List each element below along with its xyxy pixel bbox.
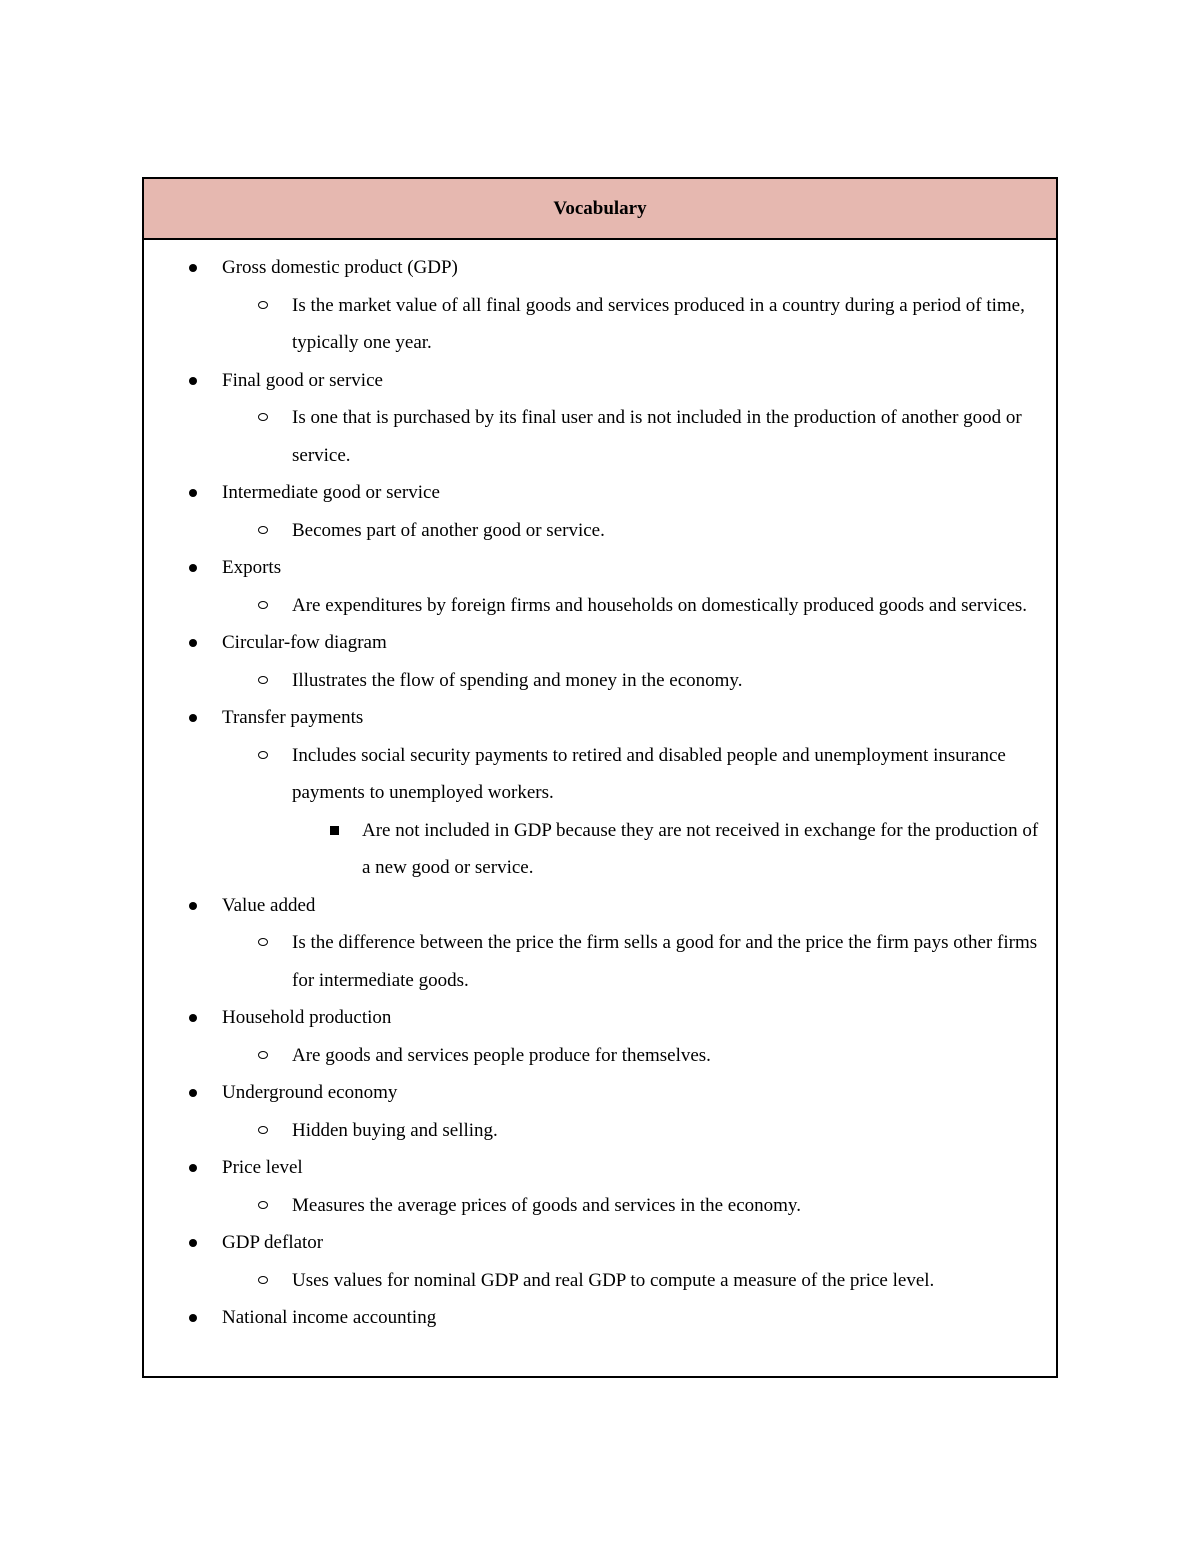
definition: Hidden buying and selling. (144, 1112, 1046, 1150)
table-body (144, 240, 1056, 1337)
definition: Is the market value of all final goods and services produced in a country during a period of time, typically one year. (144, 287, 1046, 362)
term: Final good or service (222, 369, 383, 391)
definition: Measures the average prices of goods and services in the economy. (144, 1187, 1046, 1225)
definition: Becomes part of another good or service. (144, 512, 1046, 550)
header-title: Vocabulary (553, 197, 647, 219)
list-item (144, 699, 1046, 887)
table-header (144, 179, 1056, 240)
term: Household production (222, 1007, 392, 1028)
definition: Uses values for nominal GDP and real GDP to compute a measure of the price level. (144, 1262, 1046, 1300)
definition: Are expenditures by foreign firms and households on domestically produced goods and services. (144, 587, 1046, 625)
list-item (144, 1299, 1046, 1337)
term: Circular-fow diagram (222, 632, 387, 653)
term-list (144, 249, 1046, 1337)
list-item (144, 362, 1046, 475)
list-item (144, 1074, 1046, 1149)
term: GDP deflator (222, 1232, 324, 1253)
list-item (144, 549, 1046, 624)
list-item (144, 249, 1046, 362)
definition: Is one that is purchased by its final user and is not included in the production of another good or service. (144, 399, 1046, 474)
term: Price level (222, 1157, 303, 1178)
term: Value added (222, 894, 316, 916)
note: Are not included in GDP because they are not received in exchange for the production of a new good or service. (144, 812, 1046, 887)
term: Underground economy (222, 1082, 398, 1103)
list-item (144, 624, 1046, 699)
term: Transfer payments (222, 707, 364, 728)
list-item (144, 1149, 1046, 1224)
definition-item (144, 737, 1046, 887)
definition: Illustrates the flow of spending and money in the economy. (144, 662, 1046, 700)
definition: Is the difference between the price the firm sells a good for and the price the firm pays other firms for intermediate goods. (144, 924, 1046, 999)
list-item (144, 474, 1046, 549)
term: National income accounting (222, 1307, 437, 1328)
term: Gross domestic product (GDP) (222, 257, 458, 278)
definition: Includes social security payments to retired and disabled people and unemployment insurance payments to unemployed workers. (292, 744, 1006, 803)
definition: Are goods and services people produce for themselves. (144, 1037, 1046, 1075)
vocabulary-table (142, 177, 1058, 1378)
list-item (144, 1224, 1046, 1299)
list-item (144, 999, 1046, 1074)
term: Exports (222, 557, 282, 578)
list-item (144, 887, 1046, 1000)
term: Intermediate good or service (222, 482, 440, 503)
